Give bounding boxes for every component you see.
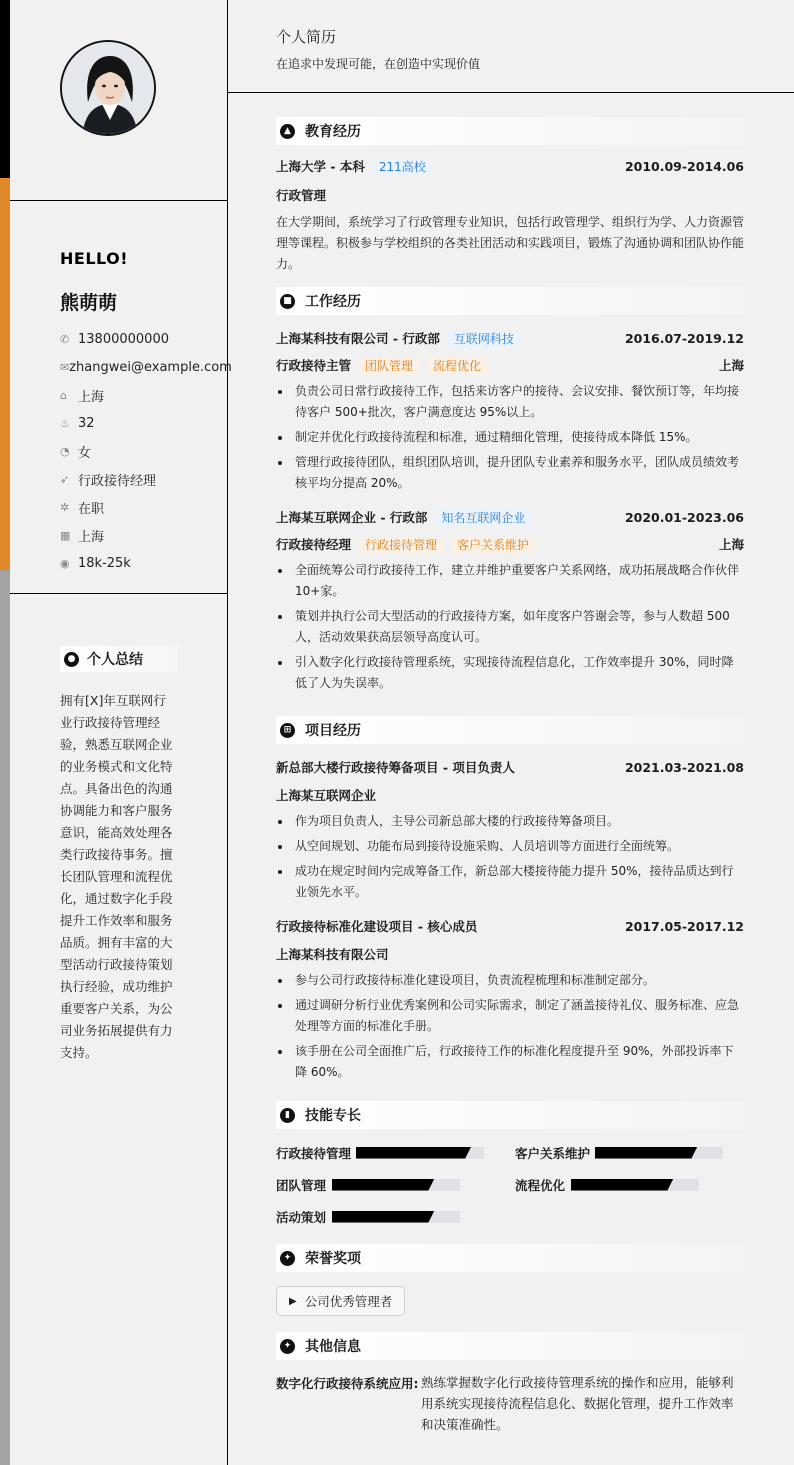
basic-info-section xyxy=(10,201,232,594)
info-salary xyxy=(60,549,227,577)
cake-icon: ♨ xyxy=(60,416,70,430)
skill-name: 客户关系维护 xyxy=(515,1145,591,1161)
project-name: 行政接待标准化建设项目 - 核心成员 xyxy=(276,919,478,934)
avatar-section xyxy=(10,0,227,201)
skill-item xyxy=(276,1143,515,1162)
skill-bar-fill xyxy=(356,1147,471,1159)
skill-item xyxy=(515,1143,754,1162)
info-text: 行政接待经理 xyxy=(78,473,157,489)
skill-name: 团队管理 xyxy=(276,1177,327,1193)
work-city: 上海 xyxy=(718,537,744,552)
work-bullets xyxy=(276,560,744,694)
mail-icon: ✉ xyxy=(60,360,70,374)
section-title: 荣誉奖项 xyxy=(305,1251,361,1267)
main-content xyxy=(228,0,794,1465)
info-text: 18k-25k xyxy=(78,555,131,571)
info-text: 上海 xyxy=(78,389,105,405)
major: 行政管理 xyxy=(276,188,327,203)
education-date: 2010.09-2014.06 xyxy=(624,158,744,174)
list-item: 作为项目负责人，主导公司新总部大楼的行政接待筹备项目。 xyxy=(276,811,744,832)
info-icon: ✦ xyxy=(280,1339,295,1354)
info-target-position xyxy=(60,465,227,493)
company-name: 上海某科技有限公司 - 行政部 xyxy=(276,331,440,346)
briefcase-icon: ■ xyxy=(280,294,295,309)
info-text: 在职 xyxy=(78,501,105,517)
play-icon: ▶ xyxy=(289,1295,297,1307)
project-date: 2021.03-2021.08 xyxy=(624,759,744,775)
skills-grid xyxy=(276,1143,744,1226)
skill-bar-fill xyxy=(332,1179,434,1191)
home-icon: ⌂ xyxy=(60,388,67,402)
work-date: 2020.01-2023.06 xyxy=(624,509,744,525)
info-text: 13800000000 xyxy=(78,331,169,347)
project-entry xyxy=(276,917,744,1083)
summary-text: 拥有[X]年互联网行业行政接待管理经验，熟悉互联网企业的业务模式和文化特点。具备出色的沟通协调能力和客户服务意识，能高效处理各类行政接待事务。擅长团队管理和流程优化，通过数字化手段提升工作效率和服务品质。拥有丰富的大型活动行政接待策划执行经验，成功维护重要客户关系，为公司业务拓展提供有力支持。 xyxy=(60,693,173,1060)
work-heading xyxy=(276,287,744,315)
project-entry-header xyxy=(276,917,744,935)
bar-chart-icon: ▮ xyxy=(280,1108,295,1123)
project-bullets xyxy=(276,970,744,1083)
project-date: 2017.05-2017.12 xyxy=(624,918,744,934)
other-heading xyxy=(276,1332,744,1360)
skill-item xyxy=(515,1175,754,1194)
project-entry-header xyxy=(276,758,744,776)
section-title: 工作经历 xyxy=(305,294,361,310)
skill-item xyxy=(276,1175,515,1194)
candidate-name: 熊萌萌 xyxy=(60,292,118,314)
skill-bar xyxy=(595,1147,723,1159)
work-role-row xyxy=(276,356,744,374)
education-heading xyxy=(276,117,744,145)
sidebar xyxy=(10,0,232,1465)
info-target-city xyxy=(60,521,227,549)
resume-header xyxy=(228,0,794,93)
avatar xyxy=(60,40,156,136)
project-name: 新总部大楼行政接待筹备项目 - 项目负责人 xyxy=(276,760,515,775)
skill-tag: 团队管理 xyxy=(359,358,419,374)
company-tag: 互联网科技 xyxy=(448,331,520,347)
skill-tag: 流程优化 xyxy=(427,358,487,374)
job-role: 行政接待主管 xyxy=(276,358,352,373)
info-status xyxy=(60,493,227,521)
salary-icon: ◉ xyxy=(60,556,70,570)
hello-heading: HELLO! xyxy=(60,249,129,268)
education-description: 在大学期间，系统学习了行政管理专业知识，包括行政管理学、组织行为学、人力资源管理等课程。积极参与学校组织的各类社团活动和实践项目，锻炼了沟通协调和团队协作能力。 xyxy=(276,215,745,271)
user-icon: ● xyxy=(64,652,79,667)
school-tag: 211高校 xyxy=(373,159,432,175)
skill-tag: 行政接待管理 xyxy=(359,537,443,553)
info-text: zhangwei@example.com xyxy=(69,359,232,375)
work-entry-header xyxy=(276,508,744,526)
work-city: 上海 xyxy=(718,358,744,373)
skill-item xyxy=(276,1207,515,1226)
send-icon: ➶ xyxy=(60,472,70,486)
projects-heading xyxy=(276,716,744,744)
medal-icon: ✦ xyxy=(280,1251,295,1266)
skill-tag: 客户关系维护 xyxy=(451,537,535,553)
list-item: 全面统筹公司行政接待工作，建立并维护重要客户关系网络，成功拓展战略合作伙伴 10+家。 xyxy=(276,560,744,602)
other-info-label: 数字化行政接待系统应用: xyxy=(276,1376,419,1391)
skill-bar-fill xyxy=(571,1179,673,1191)
list-item: 策划并执行公司大型活动的行政接待方案，如年度客户答谢会等，参与人数超 500 人，活动效果获高层领导高度认可。 xyxy=(276,606,744,648)
job-role: 行政接待经理 xyxy=(276,537,352,552)
summary-heading xyxy=(60,646,178,672)
school-name: 上海大学 - 本科 xyxy=(276,159,365,174)
info-text: 女 xyxy=(78,445,92,461)
skill-bar xyxy=(571,1179,699,1191)
info-age xyxy=(60,409,227,437)
summary-title: 个人总结 xyxy=(87,652,143,668)
list-item: 负责公司日常行政接待工作，包括来访客户的接待、会议安排、餐饮预订等，年均接待客户 500+批次，客户满意度达 95%以上。 xyxy=(276,381,744,423)
skill-name: 流程优化 xyxy=(515,1177,566,1193)
phone-icon: ✆ xyxy=(60,332,70,346)
skill-bar xyxy=(332,1179,460,1191)
section-title: 教育经历 xyxy=(305,124,361,140)
accent-strip-orange xyxy=(0,178,10,570)
project-bullets xyxy=(276,811,744,903)
education-entry-header xyxy=(276,157,744,175)
work-bullets xyxy=(276,381,744,494)
section-title: 技能专长 xyxy=(305,1108,361,1124)
info-gender xyxy=(60,437,227,465)
list-item: 通过调研分析行业优秀案例和公司实际需求，制定了涵盖接待礼仪、服务标准、应急处理等方面的标准化手册。 xyxy=(276,995,744,1037)
page-subtitle: 在追求中发现可能，在创造中实现价值 xyxy=(276,57,481,71)
company-name: 上海某互联网企业 - 行政部 xyxy=(276,510,428,525)
info-text: 上海 xyxy=(78,529,105,545)
list-item: 参与公司行政接待标准化建设项目，负责流程梳理和标准制定部分。 xyxy=(276,970,744,991)
avatar-photo xyxy=(62,42,156,136)
list-item: 成功在规定时间内完成筹备工作，新总部大楼接待能力提升 50%，接待品质达到行业领先水平。 xyxy=(276,861,744,903)
other-info-value: 熟练掌握数字化行政接待管理系统的操作和应用，能够利用系统实现接待流程信息化、数据化管理，提升工作效率和决策准确性。 xyxy=(421,1375,734,1432)
awards-heading xyxy=(276,1244,744,1272)
skill-bar xyxy=(356,1147,484,1159)
list-item: 引入数字化行政接待管理系统，实现接待流程信息化，工作效率提升 30%，同时降低了人为失误率。 xyxy=(276,652,744,694)
skill-name: 行政接待管理 xyxy=(276,1145,352,1161)
skill-bar xyxy=(332,1211,460,1223)
work-entry-header xyxy=(276,329,744,347)
other-info-row xyxy=(276,1374,744,1435)
work-entry xyxy=(276,508,744,694)
accent-strip-black xyxy=(0,0,10,178)
info-text: 32 xyxy=(78,415,95,431)
list-item: 该手册在公司全面推广后，行政接待工作的标准化程度提升至 90%，外部投诉率下降 60%。 xyxy=(276,1041,744,1083)
list-item: 从空间规划、功能布局到接待设施采购、人员培训等方面进行全面统筹。 xyxy=(276,836,744,857)
contact-info-list xyxy=(60,325,232,577)
skill-bar-fill xyxy=(595,1147,697,1159)
info-location xyxy=(60,381,227,409)
project-org: 上海某互联网企业 xyxy=(276,788,377,803)
skill-name: 活动策划 xyxy=(276,1209,327,1225)
award-badge xyxy=(276,1286,405,1316)
section-title: 项目经历 xyxy=(305,723,361,739)
section-title: 其他信息 xyxy=(305,1339,361,1355)
grid-icon: ⊞ xyxy=(280,723,295,738)
summary-section xyxy=(10,594,227,1064)
work-entry xyxy=(276,329,744,494)
list-item: 管理行政接待团队，组织团队培训，提升团队专业素养和服务水平，团队成员绩效考核平均分提高 20%。 xyxy=(276,452,744,494)
gender-icon: ◔ xyxy=(60,444,70,458)
info-email xyxy=(60,353,232,381)
graduation-cap-icon: ▲ xyxy=(280,124,295,139)
company-tag: 知名互联网企业 xyxy=(435,510,531,526)
skill-bar-fill xyxy=(332,1211,434,1223)
building-icon: ▦ xyxy=(60,528,71,542)
page-title: 个人简历 xyxy=(276,28,337,46)
work-date: 2016.07-2019.12 xyxy=(624,330,744,346)
work-role-row xyxy=(276,535,744,553)
project-org: 上海某科技有限公司 xyxy=(276,947,389,962)
accent-strip-grey xyxy=(0,570,10,1465)
award-name: 公司优秀管理者 xyxy=(304,1294,393,1309)
info-phone xyxy=(60,325,227,353)
skills-heading xyxy=(276,1101,744,1129)
project-entry xyxy=(276,758,744,903)
status-icon: ✲ xyxy=(60,500,70,514)
list-item: 制定并优化行政接待流程和标准，通过精细化管理，使接待成本降低 15%。 xyxy=(276,427,744,448)
